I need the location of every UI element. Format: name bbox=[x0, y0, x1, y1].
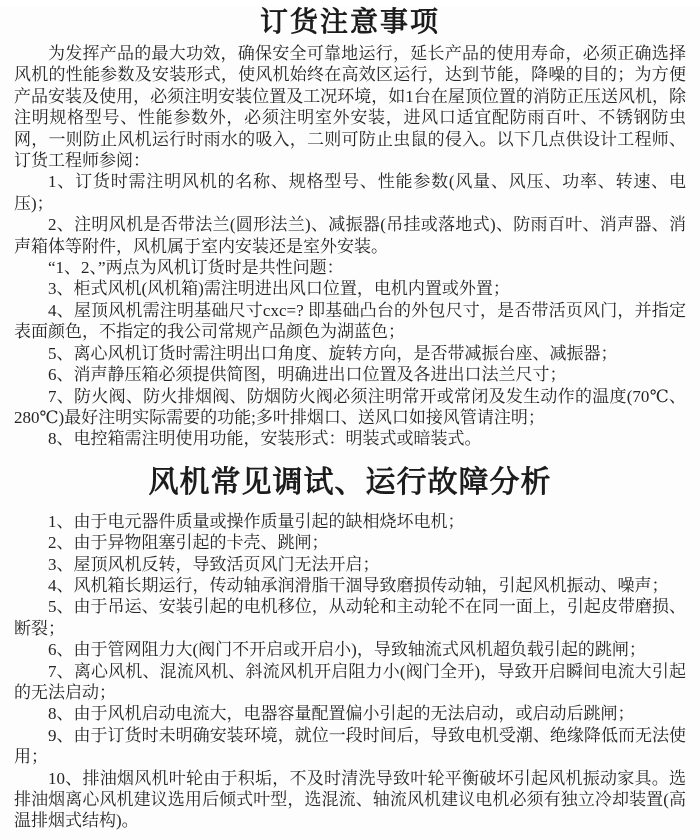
list-item: 7、离心风机、混流风机、斜流风机开启阻力小(阀门全开)，导致开启瞬间电流大引起的无法启动； bbox=[14, 661, 686, 702]
list-item: 1、由于电元器件质量或操作质量引起的缺相烧坏电机； bbox=[48, 511, 465, 531]
list-item: 4、屋顶风机需注明基础尺寸cxc=? 即基础凸台的外包尺寸，是否带活页风门，并指定表面颜色，不指定的我公司常规产品颜色为湖蓝色； bbox=[14, 300, 686, 342]
section2-title: 风机常见调试、运行故障分析 bbox=[148, 465, 552, 499]
list-item: 7、防火阀、防火排烟阀、防烟防火阀必须注明常开或常闭及发生动作的温度(70℃、280℃)最好注明实际需要的功能;多叶排烟口、送风口如接风管请注明； bbox=[14, 386, 686, 427]
list-item: 2、注明风机是否带法兰(圆形法兰)、减振器(吊挂或落地式)、防雨百叶、消声器、消声箱体等附件，风机属于室内安装还是室外安装。 bbox=[14, 215, 686, 256]
list-item: 9、由于订货时未明确安装环境，就位一段时间后，导致电机受潮、绝缘降低而无法使用； bbox=[14, 725, 686, 767]
section1-body bbox=[14, 43, 686, 450]
list-item: 6、消声静压箱必须提供简图，明确进出口位置及各进出口法兰尺寸； bbox=[48, 365, 567, 385]
list-item: 1、订货时需注明风机的名称、规格型号、性能参数(风量、风压、功率、转速、电压)； bbox=[14, 172, 686, 213]
list-item: 2、由于异物阻塞引起的卡壳、跳闸； bbox=[48, 533, 329, 553]
section1-intro-paragraph: 为发挥产品的最大功效，确保安全可靠地运行，延长产品的使用寿命，必须正确选择风机的性能参数及安装形式，使风机始终在高效区运行，达到节能，降噪的目的；为方便产品安装及使用，必须注明安装位置及工况环境，如1台在屋顶位置的消防正压送风机，除注明规格型号、性能参数外，必须注明室外安装，进风口适宜配防雨百叶、不锈钢防虫网，一则防止风机运行时雨水的吸入，二则可防止虫鼠的侵入。以下几点供设计工程师、订货工程师参阅： bbox=[14, 44, 686, 171]
document-page bbox=[0, 6, 700, 832]
list-item: 8、由于风机启动电流大，电器容量配置偏小引起的无法启动，或启动后跳闸； bbox=[48, 704, 635, 724]
list-item: 5、离心风机订货时需注明出口角度、旋转方向，是否带减振台座、减振器； bbox=[48, 343, 618, 363]
list-item: 8、电控箱需注明使用功能，安装形式：明装式或暗装式。 bbox=[48, 429, 482, 449]
section1-title: 订货注意事项 bbox=[259, 7, 440, 38]
section2-body bbox=[14, 511, 686, 832]
list-item: 3、屋顶风机反转，导致活页风门无法开启； bbox=[48, 554, 380, 574]
list-item: 4、风机箱长期运行，传动轴承润滑脂干涸导致磨损传动轴，引起风机振动、噪声； bbox=[48, 575, 669, 595]
list-item: 3、柜式风机(风机箱)需注明进出风口位置，电机内置或外置； bbox=[48, 279, 510, 299]
list-item: 6、由于管网阻力大(阀门不开启或开启小)，导致轴流式风机超负载引起的跳闸； bbox=[48, 640, 646, 660]
list-item: “1、2、”两点为风机订货时是共性问题： bbox=[48, 258, 344, 278]
list-item: 10、排油烟风机叶轮由于积垢，不及时清洗导致叶轮平衡破坏引起风机振动家具。选排油烟离心风机建议选用后倾式叶型，选混流、轴流风机建议电机必须有独立冷却装置(高温排烟式结构)。 bbox=[14, 768, 686, 831]
list-item: 5、由于吊运、安装引起的电机移位，从动轮和主动轮不在同一面上，引起皮带磨损、断裂； bbox=[14, 597, 686, 638]
